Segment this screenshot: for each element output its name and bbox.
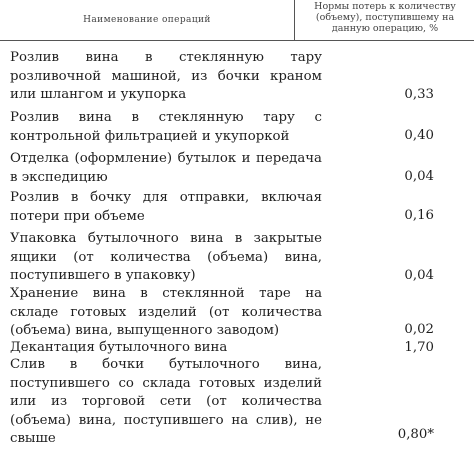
operation-text: Декантация бутылочного вина [10, 340, 228, 355]
header-rule [0, 40, 474, 41]
column-header-norm: Нормы потерь к количеству (объему), поступившему на данную операцию, % [314, 1, 456, 34]
table-row [10, 150, 470, 187]
loss-norm-value: 0,04 [404, 169, 434, 184]
table-row [10, 339, 470, 358]
loss-norm-value: 0,16 [404, 208, 434, 223]
loss-norm-value: 0,02 [404, 322, 434, 337]
header-divider [294, 0, 295, 40]
operation-text: Розлив в бочку для отправки, включая потери при объеме [10, 190, 322, 224]
table-row [10, 189, 470, 226]
table-header [0, 0, 474, 40]
loss-norm-value: 1,70 [404, 340, 434, 355]
operation-text: Слив в бочки бутылочного вина, поступившего со склада готовых изделий или из торговой сети (от количества (объема) вина, поступившего на слив), не свыше [10, 357, 322, 446]
table-row [10, 285, 470, 341]
loss-norm-value: 0,80* [397, 427, 434, 442]
operation-text: Хранение вина в стеклянной таре на складе готовых изделий (от количества (объема) вина, выпущенного заводом) [10, 286, 322, 338]
operation-text: Отделка (оформление) бутылок и передача в экспедицию [10, 151, 322, 185]
table-row [10, 49, 470, 105]
loss-norm-value: 0,40 [404, 128, 434, 143]
column-header-operation: Наименование операций [83, 15, 211, 25]
operation-text: Упаковка бутылочного вина в закрытые ящики (от количества (объема) вина, поступившего в упаковку) [10, 231, 322, 283]
table-row [10, 356, 470, 449]
table-row [10, 230, 470, 286]
loss-norm-value: 0,33 [404, 87, 434, 102]
operation-text: Розлив вина в стеклянную тару розливочной машиной, из бочки краном или шлангом и укупорка [10, 50, 322, 102]
loss-norm-value: 0,04 [404, 268, 434, 283]
operation-text: Розлив вина в стеклянную тару с контрольной фильтрацией и укупоркой [10, 110, 322, 144]
table-row [10, 109, 470, 146]
